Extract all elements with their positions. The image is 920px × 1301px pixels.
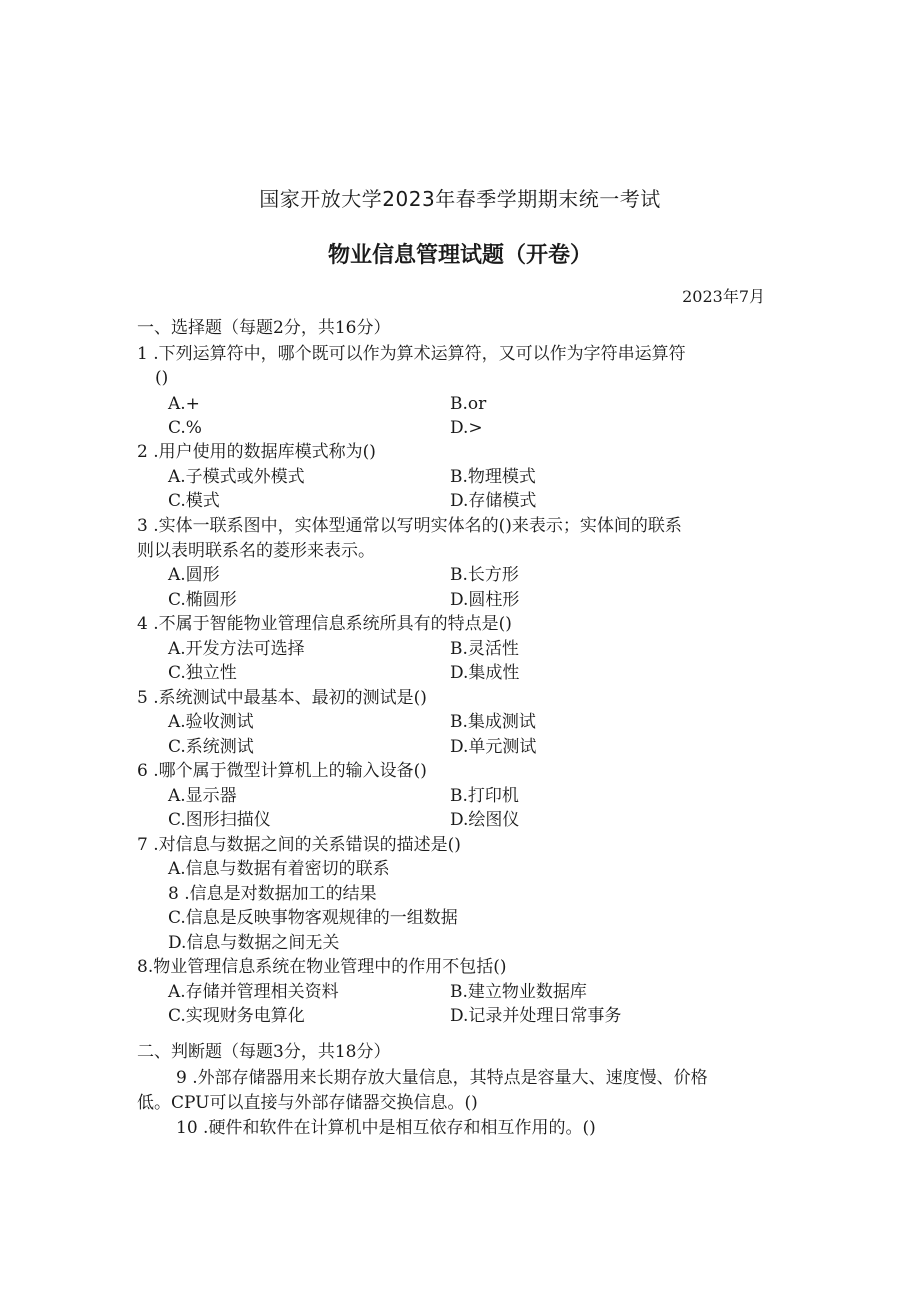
option-d: D.> — [450, 418, 483, 438]
option-c: C.图形扫描仪 — [168, 810, 271, 830]
option-c: C.模式 — [168, 491, 220, 511]
question-stem: 2 .用户使用的数据库模式称为() — [137, 442, 376, 462]
option-b: B.物理模式 — [450, 467, 536, 487]
option-d: D.记录并处理日常事务 — [450, 1006, 622, 1026]
question-stem: 1 .下列运算符中，哪个既可以作为算术运算符，又可以作为字符串运算符 — [137, 344, 686, 364]
question-stem-continued: 则以表明联系名的菱形来表示。 — [137, 541, 375, 561]
option-d: D.绘图仪 — [450, 810, 520, 830]
question-stem: 5 .系统测试中最基本、最初的测试是() — [137, 688, 427, 708]
option-c: C.信息是反映事物客观规律的一组数据 — [168, 908, 458, 928]
question-stem: 8.物业管理信息系统在物业管理中的作用不包括() — [137, 957, 507, 977]
option-a: A.验收测试 — [168, 712, 254, 732]
option-b: B.长方形 — [450, 565, 519, 585]
option-c: C.独立性 — [168, 663, 237, 683]
question-stem: 6 .哪个属于微型计算机上的输入设备() — [137, 761, 427, 781]
option-b: B.集成测试 — [450, 712, 536, 732]
option-a: A.圆形 — [168, 565, 220, 585]
option-b: B.打印机 — [450, 786, 519, 806]
exam-date: 2023年7月 — [682, 287, 765, 306]
option-c: C.实现财务电算化 — [168, 1006, 305, 1026]
option-d: D.信息与数据之间无关 — [168, 933, 340, 953]
judgement-item: 9 .外部存储器用来长期存放大量信息，其特点是容量大、速度慢、价格 — [176, 1068, 708, 1088]
question-stem: 4 .不属于智能物业管理信息系统所具有的特点是() — [137, 614, 512, 634]
judgement-item-continued: 低。CPU可以直接与外部存储器交换信息。() — [137, 1093, 478, 1113]
judgement-item: 10 .硬件和软件在计算机中是相互依存和相互作用的。() — [176, 1118, 596, 1138]
option-d: D.圆柱形 — [450, 590, 520, 610]
option-b: B.建立物业数据库 — [450, 982, 587, 1002]
option-d: D.集成性 — [450, 663, 520, 683]
option-d: D.单元测试 — [450, 737, 537, 757]
exam-name: 国家开放大学2023年春季学期期末统一考试 — [259, 187, 661, 211]
option-b: 8 .信息是对数据加工的结果 — [168, 884, 377, 904]
question-stem: 7 .对信息与数据之间的关系错误的描述是() — [137, 835, 461, 855]
option-a: A.存储并管理相关资料 — [168, 982, 339, 1002]
option-c: C.% — [168, 418, 202, 438]
question-stem: 3 .实体一联系图中，实体型通常以写明实体名的()来表示；实体间的联系 — [137, 516, 682, 536]
paper-title: 物业信息管理试题（开卷） — [327, 243, 592, 268]
question-stem-continued: () — [155, 368, 169, 388]
option-a: A.+ — [168, 394, 200, 414]
option-a: A.开发方法可选择 — [168, 639, 305, 659]
option-b: B.or — [450, 394, 487, 414]
option-a: A.子模式或外模式 — [168, 467, 305, 487]
option-c: C.系统测试 — [168, 737, 254, 757]
option-b: B.灵活性 — [450, 639, 519, 659]
option-a: A.信息与数据有着密切的联系 — [168, 859, 390, 879]
section-title-choice: 一、选择题（每题2分，共16分） — [137, 318, 391, 338]
option-c: C.椭圆形 — [168, 590, 237, 610]
section-title-judgement: 二、判断题（每题3分，共18分） — [137, 1042, 391, 1062]
option-d: D.存储模式 — [450, 491, 537, 511]
option-a: A.显示器 — [168, 786, 237, 806]
